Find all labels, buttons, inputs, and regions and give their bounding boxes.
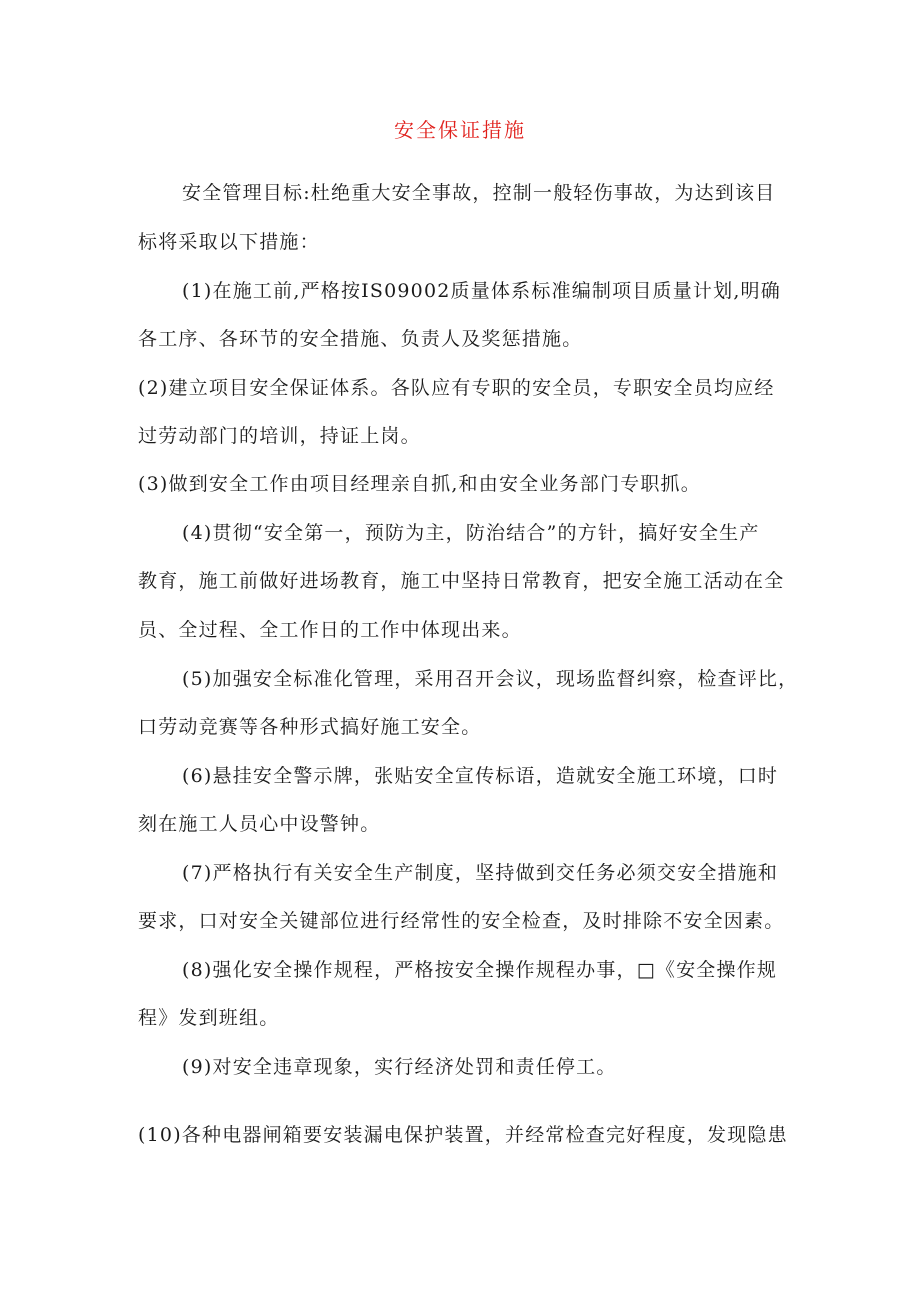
paragraph-line: (9)对安全违章现象，实行经济处罚和责任停工。 — [182, 1056, 617, 1078]
paragraph-line: (10)各种电器闸箱要安装漏电保护装置，并经常检查完好程度，发现隐患 — [138, 1124, 788, 1146]
paragraph-line: (5)加强安全标准化管理，采用召开会议，现场监督纠察，检查评比， — [182, 668, 799, 690]
paragraph-line: 标将采取以下措施： — [138, 231, 320, 253]
paragraph-line: 口劳动竞赛等各种形式搞好施工安全。 — [138, 716, 482, 738]
paragraph-line: 程》发到班组。 — [138, 1007, 280, 1029]
paragraph-line: (4)贯彻“安全第一，预防为主，防治结合”的方针，搞好安全生产 — [182, 522, 760, 544]
paragraph-line: 教育，施工前做好进场教育，施工中坚持日常教育，把安全施工活动在全 — [138, 570, 785, 592]
document-title: 安全保证措施 — [394, 118, 526, 142]
paragraph-line: 要求，口对安全关键部位进行经常性的安全检查，及时排除不安全因素。 — [138, 910, 785, 932]
paragraph-line: 安全管理目标:杜绝重大安全事故，控制一般轻伤事故，为达到该目 — [182, 182, 776, 204]
paragraph-line: 过劳动部门的培训，持证上岗。 — [138, 425, 421, 447]
paragraph-line: (7)严格执行有关安全生产制度，坚持做到交任务必须交安全措施和 — [182, 862, 779, 884]
paragraph-line: (6)悬挂安全警示牌，张贴安全宣传标语，造就安全施工环境，口时 — [182, 765, 779, 787]
paragraph-line: 刻在施工人员心中设警钟。 — [138, 813, 381, 835]
paragraph-line: 员、全过程、全工作日的工作中体现出来。 — [138, 619, 522, 641]
paragraph-line: (1)在施工前,严格按IS09002质量体系标准编制项目质量计划,明确 — [182, 280, 781, 302]
paragraph-line: (3)做到安全工作由项目经理亲自抓,和由安全业务部门专职抓。 — [138, 473, 701, 495]
paragraph-line: (8)强化安全操作规程，严格按安全操作规程办事，□《安全操作规 — [182, 959, 778, 981]
paragraph-line: (2)建立项目安全保证体系。各队应有专职的安全员，专职安全员均应经 — [138, 377, 775, 399]
paragraph-line: 各工序、各环节的安全措施、负责人及奖惩措施。 — [138, 328, 583, 350]
